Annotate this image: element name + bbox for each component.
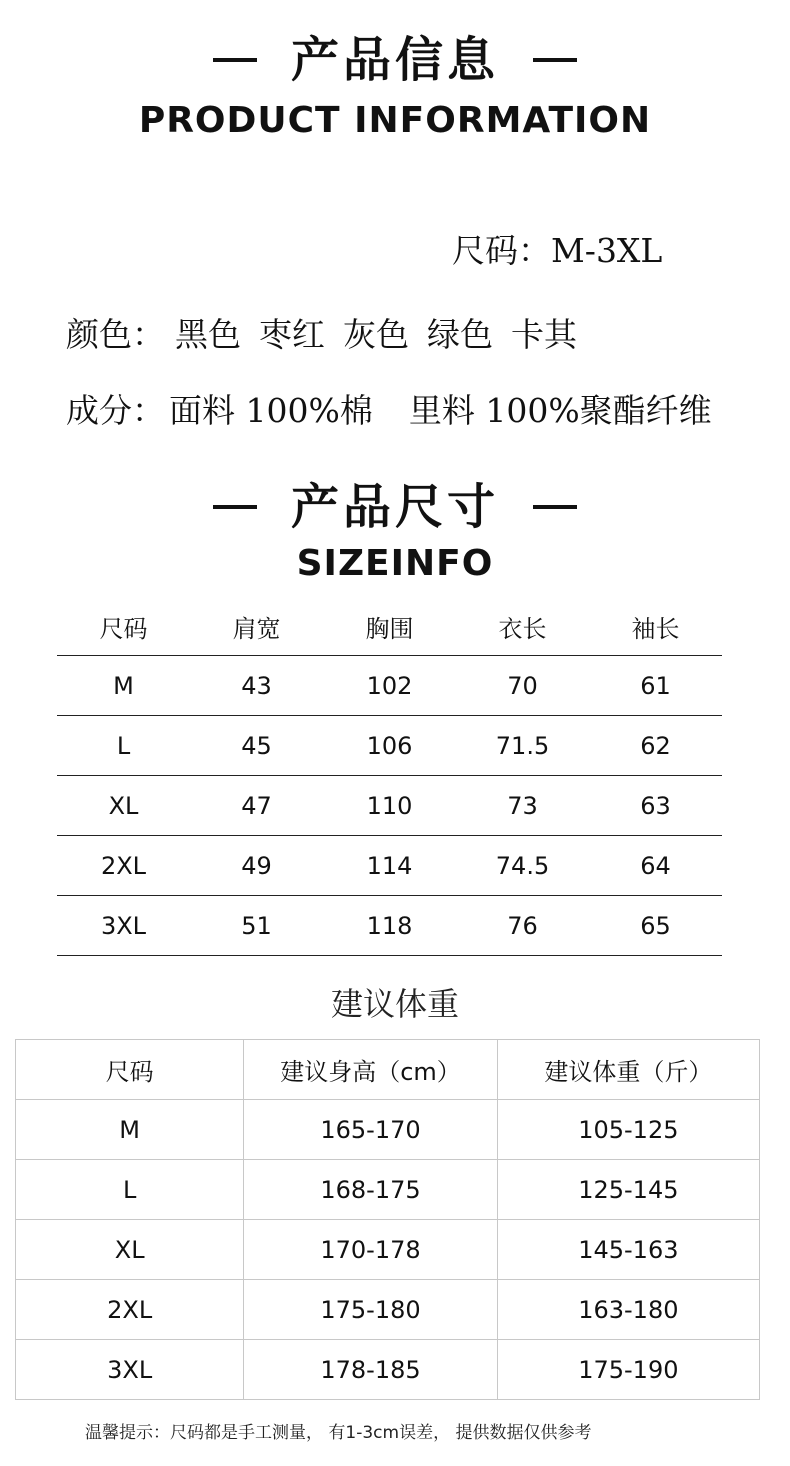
column-header: 袖长 (631, 615, 680, 643)
table-row (16, 1280, 760, 1340)
color-item: 黑色 (175, 315, 241, 354)
table-cell: 76 (507, 911, 538, 940)
table-row (16, 1340, 760, 1400)
table-cell: 73 (507, 791, 538, 820)
table-cell: 61 (640, 671, 671, 700)
composition-outer: 面料 100%棉 (169, 391, 373, 430)
table-cell: 71.5 (495, 731, 550, 760)
column-header: 建议身高（cm） (244, 1040, 497, 1100)
table-cell: 175-190 (497, 1340, 759, 1400)
table-cell: 125-145 (497, 1160, 759, 1220)
title-dash-left (213, 58, 257, 62)
table-row (57, 836, 722, 896)
color-line (66, 315, 595, 354)
title-dash-right (533, 58, 577, 62)
table-row (57, 896, 722, 956)
composition-label: 成分： (66, 391, 165, 430)
size-info-zh-title: 产品尺寸 (290, 479, 499, 535)
column-header: 衣长 (498, 615, 547, 643)
table-row (16, 1220, 760, 1280)
table-cell: 145-163 (497, 1220, 759, 1280)
product-info-en-title: PRODUCT INFORMATION (138, 100, 652, 141)
table-cell: M (113, 671, 134, 700)
table-cell: 168-175 (244, 1160, 497, 1220)
table-cell: 43 (241, 671, 272, 700)
table-cell: 2XL (100, 851, 147, 880)
color-label: 颜色： (66, 315, 165, 354)
measurement-note: 温馨提示：尺码都是手工测量， 有1-3cm误差， 提供数据仅供参考 (85, 1423, 592, 1443)
table-cell: XL (16, 1220, 244, 1280)
table-cell: 45 (241, 731, 272, 760)
table-cell: 51 (241, 911, 272, 940)
table-cell: 102 (366, 671, 413, 700)
table-cell: 70 (507, 671, 538, 700)
color-item: 灰色 (343, 315, 409, 354)
column-header: 尺码 (16, 1040, 244, 1100)
table-row (57, 776, 722, 836)
table-cell: 65 (640, 911, 671, 940)
color-item: 卡其 (511, 315, 577, 354)
table-cell: 178-185 (244, 1340, 497, 1400)
table-cell: 64 (640, 851, 671, 880)
table-cell: 2XL (16, 1280, 244, 1340)
title-dash-right (533, 505, 577, 509)
color-item: 枣红 (259, 315, 325, 354)
table-cell: 110 (366, 791, 413, 820)
table-cell: 118 (366, 911, 413, 940)
table-cell: M (16, 1100, 244, 1160)
table-cell: 3XL (100, 911, 147, 940)
table-cell: 74.5 (495, 851, 550, 880)
weight-caption: 建议体重 (330, 985, 459, 1023)
table-row (16, 1100, 760, 1160)
table-cell: 105-125 (497, 1100, 759, 1160)
table-cell: 106 (366, 731, 413, 760)
title-dash-left (213, 505, 257, 509)
table-row (16, 1160, 760, 1220)
composition-lining: 里料 100%聚酯纤维 (408, 391, 712, 430)
table-cell: 165-170 (244, 1100, 497, 1160)
table-cell: L (116, 731, 131, 760)
size-info-title (0, 479, 790, 535)
size-range: 尺码：M-3XL (452, 231, 663, 270)
table-cell: 62 (640, 731, 671, 760)
size-info-en-title: SIZEINFO (296, 543, 494, 584)
size-table (57, 598, 722, 956)
column-header: 建议体重（斤） (497, 1040, 759, 1100)
color-item: 绿色 (427, 315, 493, 354)
table-cell: 47 (241, 791, 272, 820)
table-cell: 170-178 (244, 1220, 497, 1280)
table-row (57, 656, 722, 716)
weight-table (15, 1039, 760, 1400)
table-cell: 175-180 (244, 1280, 497, 1340)
table-header-row (57, 598, 722, 656)
table-cell: 163-180 (497, 1280, 759, 1340)
table-cell: 114 (366, 851, 413, 880)
composition-line (66, 391, 730, 430)
column-header: 肩宽 (232, 615, 281, 643)
table-cell: L (16, 1160, 244, 1220)
product-info-zh-title: 产品信息 (290, 32, 499, 88)
column-header: 胸围 (365, 615, 414, 643)
table-cell: XL (108, 791, 139, 820)
product-info-title (0, 32, 790, 88)
table-cell: 3XL (16, 1340, 244, 1400)
column-header: 尺码 (99, 615, 148, 643)
table-header-row (16, 1040, 760, 1100)
table-row (57, 716, 722, 776)
table-cell: 63 (640, 791, 671, 820)
table-cell: 49 (241, 851, 272, 880)
